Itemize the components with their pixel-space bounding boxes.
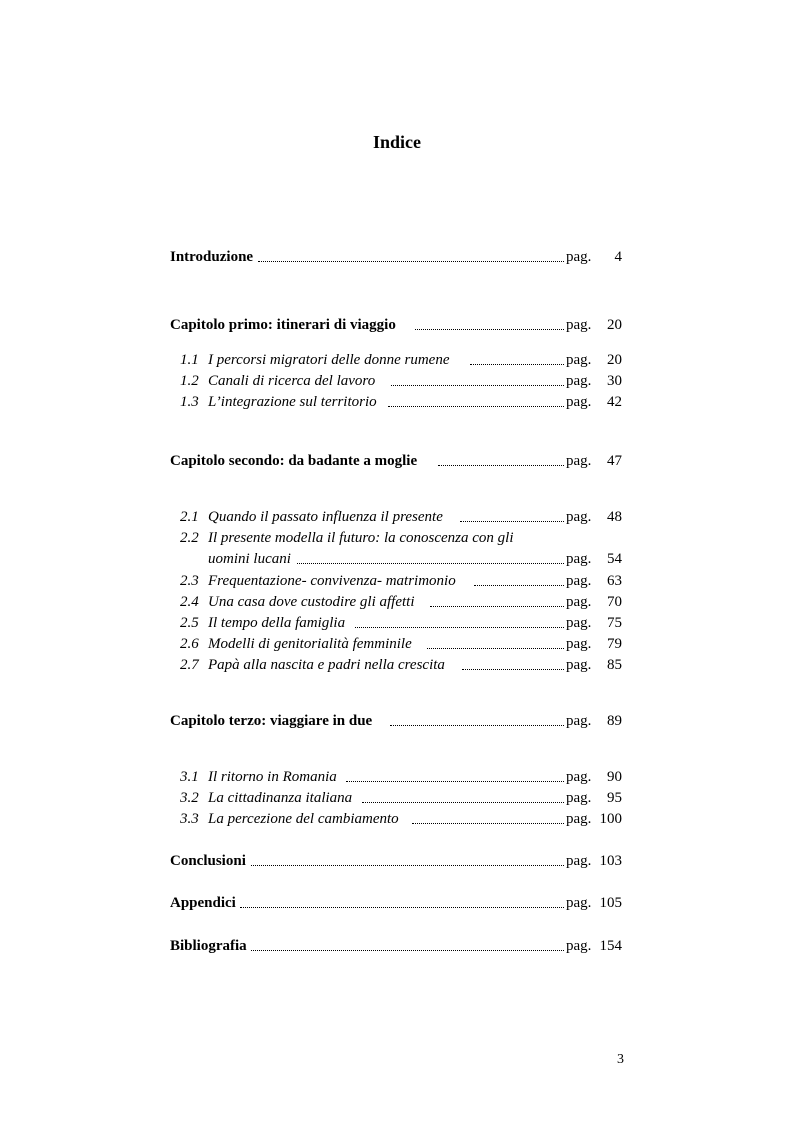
toc-entry-text: Capitolo terzo: viaggiare in due [170,713,373,729]
toc-page-number: 70 [607,594,622,610]
toc-section-number: 2.6 [180,636,199,652]
toc-section-number: 2.4 [180,594,199,610]
toc-page-number: 89 [607,713,622,729]
toc-page-label: pag. [566,938,592,954]
toc-page-number: 30 [607,373,622,389]
toc-entry-text: Frequentazione- convivenza- matrimonio [208,573,456,589]
toc-page-label: pag. [566,636,592,652]
toc-leader-dots [412,809,564,824]
toc-page-label: pag. [566,373,592,389]
toc-entry-text: Appendici [170,895,236,911]
toc-leader-dots [460,507,564,522]
toc-page-number: 75 [607,615,622,631]
toc-leader-dots [251,851,564,866]
toc-page-number: 48 [607,509,622,525]
toc-page-number: 105 [599,895,622,911]
toc-page-number: 100 [599,811,622,827]
toc-entry-text: I percorsi migratori delle donne rumene [208,352,450,368]
page-title: Indice [372,132,421,152]
toc-page-number: 95 [607,790,622,806]
toc-page-number: 90 [607,769,622,785]
toc-page-label: pag. [566,394,592,410]
toc-page-label: pag. [566,713,592,729]
toc-leader-dots [470,350,564,365]
toc-section-number: 2.2 [180,530,199,546]
toc-page-label: pag. [566,573,592,589]
toc-leader-dots [355,613,564,628]
toc-entry-text: Conclusioni [170,853,246,869]
toc-entry-text: Capitolo primo: itinerari di viaggio [170,317,396,333]
toc-section-number: 2.1 [180,509,199,525]
toc-leader-dots [415,315,564,330]
toc-page-number: 103 [599,853,622,869]
toc-section-number: 1.1 [180,352,199,368]
toc-page-label: pag. [566,594,592,610]
toc-section-number: 1.3 [180,394,199,410]
toc-entry-text: Canali di ricerca del lavoro [208,373,376,389]
toc-entry-text: La percezione del cambiamento [208,811,399,827]
toc-page-label: pag. [566,249,592,265]
toc-page-number: 20 [607,352,622,368]
toc-leader-dots [258,247,564,262]
toc-page-number: 79 [607,636,622,652]
toc-leader-dots [388,392,564,407]
toc-leader-dots [362,788,564,803]
toc-page-label: pag. [566,811,592,827]
toc-page-label: pag. [566,453,592,469]
toc-page-label: pag. [566,895,592,911]
toc-page-number: 54 [607,551,622,567]
toc-page-label: pag. [566,509,592,525]
toc-leader-dots [474,571,564,586]
toc-leader-dots [430,592,564,607]
toc-leader-dots [297,549,564,564]
toc-leader-dots [240,893,564,908]
toc-entry-text: Modelli di genitorialità femminile [208,636,412,652]
toc-page-label: pag. [566,769,592,785]
toc-section-number: 1.2 [180,373,199,389]
toc-page-label: pag. [566,551,592,567]
toc-page-label: pag. [566,317,592,333]
toc-entry-text: L’integrazione sul territorio [208,394,377,410]
toc-page-number: 20 [607,317,622,333]
toc-leader-dots [390,711,564,726]
toc-page-label: pag. [566,615,592,631]
toc-entry-text: Una casa dove custodire gli affetti [208,594,415,610]
toc-leader-dots [251,936,564,951]
footer-page-number: 3 [617,1052,624,1067]
toc-entry-text: Il presente modella il futuro: la conoscenza con gli [208,530,514,546]
toc-entry-text: Quando il passato influenza il presente [208,509,443,525]
toc-leader-dots [427,634,564,649]
toc-entry-text: Papà alla nascita e padri nella crescita [208,657,445,673]
toc-page-number: 47 [607,453,622,469]
toc-section-number: 3.2 [180,790,199,806]
toc-entry-text: Bibliografia [170,938,247,954]
toc-page-number: 85 [607,657,622,673]
toc-leader-dots [462,655,564,670]
toc-leader-dots [438,451,564,466]
toc-page-number: 154 [599,938,622,954]
toc-entry-text: Il tempo della famiglia [208,615,346,631]
toc-section-number: 2.3 [180,573,199,589]
toc-entry-text-continued: uomini lucani [208,551,291,567]
toc-page-label: pag. [566,853,592,869]
toc-page-label: pag. [566,657,592,673]
toc-entry-text: Introduzione [170,249,254,265]
toc-page-number: 4 [614,249,622,265]
toc-section-number: 2.7 [180,657,199,673]
toc-page-number: 42 [607,394,622,410]
toc-page-label: pag. [566,352,592,368]
toc-page-label: pag. [566,790,592,806]
toc-entry-text: La cittadinanza italiana [208,790,353,806]
toc-leader-dots [391,371,564,386]
toc-section-number: 3.3 [180,811,199,827]
toc-entry-text: Capitolo secondo: da badante a moglie [170,453,418,469]
toc-entry-text: Il ritorno in Romania [208,769,337,785]
toc-page-number: 63 [607,573,622,589]
toc-leader-dots [346,767,564,782]
toc-section-number: 2.5 [180,615,199,631]
toc-section-number: 3.1 [180,769,199,785]
